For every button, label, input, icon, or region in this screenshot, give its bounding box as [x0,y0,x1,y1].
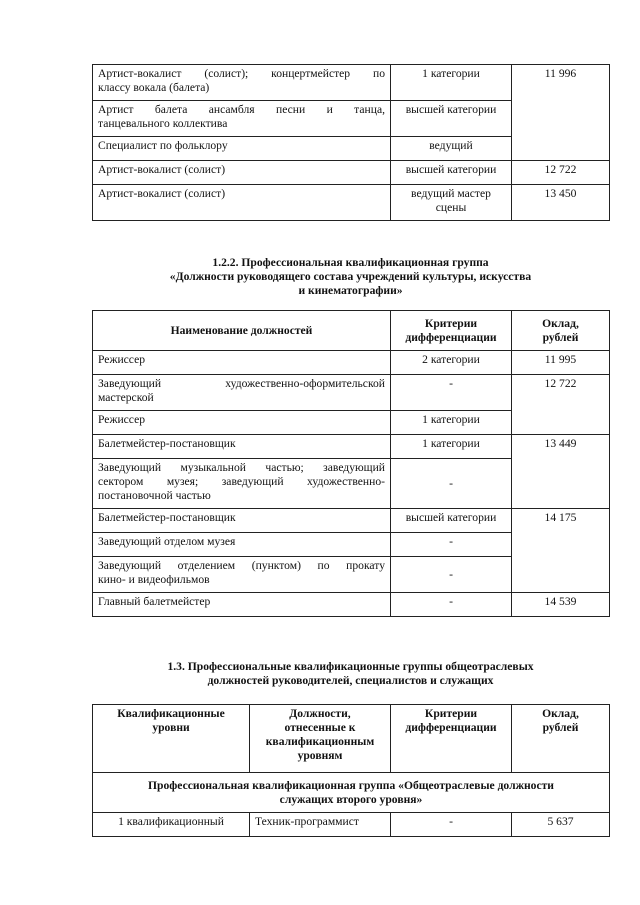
header-level [93,705,250,773]
criteria-cell: 1 категории [391,65,512,101]
position-text: сектором музея; заведующий художественно- [98,475,385,488]
salary-cell: 13 450 [512,185,610,221]
criteria-cell: ведущий [391,137,512,161]
position-text: танцевального коллектива [98,117,228,130]
header-text: Критерии [424,707,478,720]
header-text: Оклад, [542,707,579,720]
table-row [93,593,610,617]
position-cell: Балетмейстер-постановщик [93,509,391,533]
heading-line: должностей руководителей, специалистов и служащих [207,674,494,687]
table-row [93,509,610,533]
header-salary [512,311,610,351]
header-text: отнесенные к [284,721,356,734]
table-row [93,161,610,185]
position-text: кино- и видеофильмов [98,573,210,586]
criteria-text: сцены [435,201,467,214]
header-text: уровням [297,749,343,762]
criteria-cell: 1 категории [391,411,512,435]
header-text: Должности, [289,707,351,720]
position-cell: Специалист по фольклору [93,137,391,161]
criteria-cell: высшей категории [391,509,512,533]
position-text: Заведующий художественно-оформительской [98,377,385,390]
position-text: постановочной частью [98,489,211,502]
position-cell: Заведующий отделом музея [93,533,391,557]
position-cell: Балетмейстер-постановщик [93,435,391,459]
header-text: Квалификационные [117,707,225,720]
criteria-cell: - [391,375,512,411]
level-cell: 1 квалификационный [93,813,250,837]
position-text: классу вокала (балета) [98,81,210,94]
header-text: Оклад, [542,316,579,330]
group-row [93,773,610,813]
table-header-row [93,311,610,351]
criteria-cell: 2 категории [391,351,512,375]
position-cell: Техник-программист [250,813,391,837]
table-row [93,65,610,101]
table-artists [92,64,610,221]
criteria-cell: - [391,593,512,617]
table-row [93,375,610,411]
header-positions [250,705,391,773]
criteria-cell: высшей категории [391,101,512,137]
header-text: рублей [542,330,579,344]
salary-cell: 5 637 [512,813,610,837]
group-heading-cell [93,773,610,813]
header-text: Критерии [424,316,478,330]
salary-cell: 11 995 [512,351,610,375]
table-row [93,185,610,221]
salary-cell: 11 996 [512,65,610,161]
position-cell: Главный балетмейстер [93,593,391,617]
position-text: Заведующий отделением (пунктом) по прокату [98,559,385,572]
position-cell [93,101,391,137]
criteria-cell: - [391,459,512,509]
criteria-cell: - [391,813,512,837]
section-heading-1-3 [92,660,609,688]
position-cell [93,557,391,593]
criteria-cell: 1 категории [391,435,512,459]
header-text: дифференциации [405,721,497,734]
header-text: квалификационным [265,735,375,748]
heading-line: «Должности руководящего состава учреждений культуры, искусства [169,270,532,283]
position-text: Заведующий музыкальной частью; заведующий [98,461,385,474]
header-text: уровни [152,721,190,734]
position-cell [93,65,391,101]
position-cell: Режиссер [93,411,391,435]
position-cell [93,459,391,509]
criteria-cell: - [391,533,512,557]
table-row [93,435,610,459]
position-text: Артист-вокалист (солист); концертмейстер по [98,67,385,80]
salary-cell: 13 449 [512,435,610,509]
criteria-text: ведущий мастер [411,187,491,200]
table-row [93,351,610,375]
salary-cell: 12 722 [512,161,610,185]
position-text: мастерской [98,391,154,404]
table-header-row [93,705,610,773]
criteria-cell [391,185,512,221]
salary-cell: 14 539 [512,593,610,617]
table-managers [92,310,610,617]
heading-line: и кинематографии» [298,284,403,297]
heading-line: 1.3. Профессиональные квалификационные группы общеотраслевых [167,660,534,673]
header-position: Наименование должностей [93,311,391,351]
group-heading-text: служащих второго уровня» [279,792,423,806]
table-general-positions [92,704,610,837]
criteria-cell: высшей категории [391,161,512,185]
salary-cell: 14 175 [512,509,610,593]
position-cell: Артист-вокалист (солист) [93,185,391,221]
section-heading-1-2-2 [92,256,609,298]
header-salary [512,705,610,773]
position-text: Артист балета ансамбля песни и танца, [98,103,385,116]
header-text: рублей [542,721,579,734]
group-heading-text: Профессиональная квалификационная группа «Общеотраслевые должности [148,778,554,792]
salary-cell: 12 722 [512,375,610,435]
position-cell: Режиссер [93,351,391,375]
header-criteria [391,705,512,773]
header-text: дифференциации [405,330,497,344]
criteria-cell: - [391,557,512,593]
position-cell [93,375,391,411]
header-criteria [391,311,512,351]
table-row [93,813,610,837]
heading-line: 1.2.2. Профессиональная квалификационная группа [212,256,489,269]
position-cell: Артист-вокалист (солист) [93,161,391,185]
